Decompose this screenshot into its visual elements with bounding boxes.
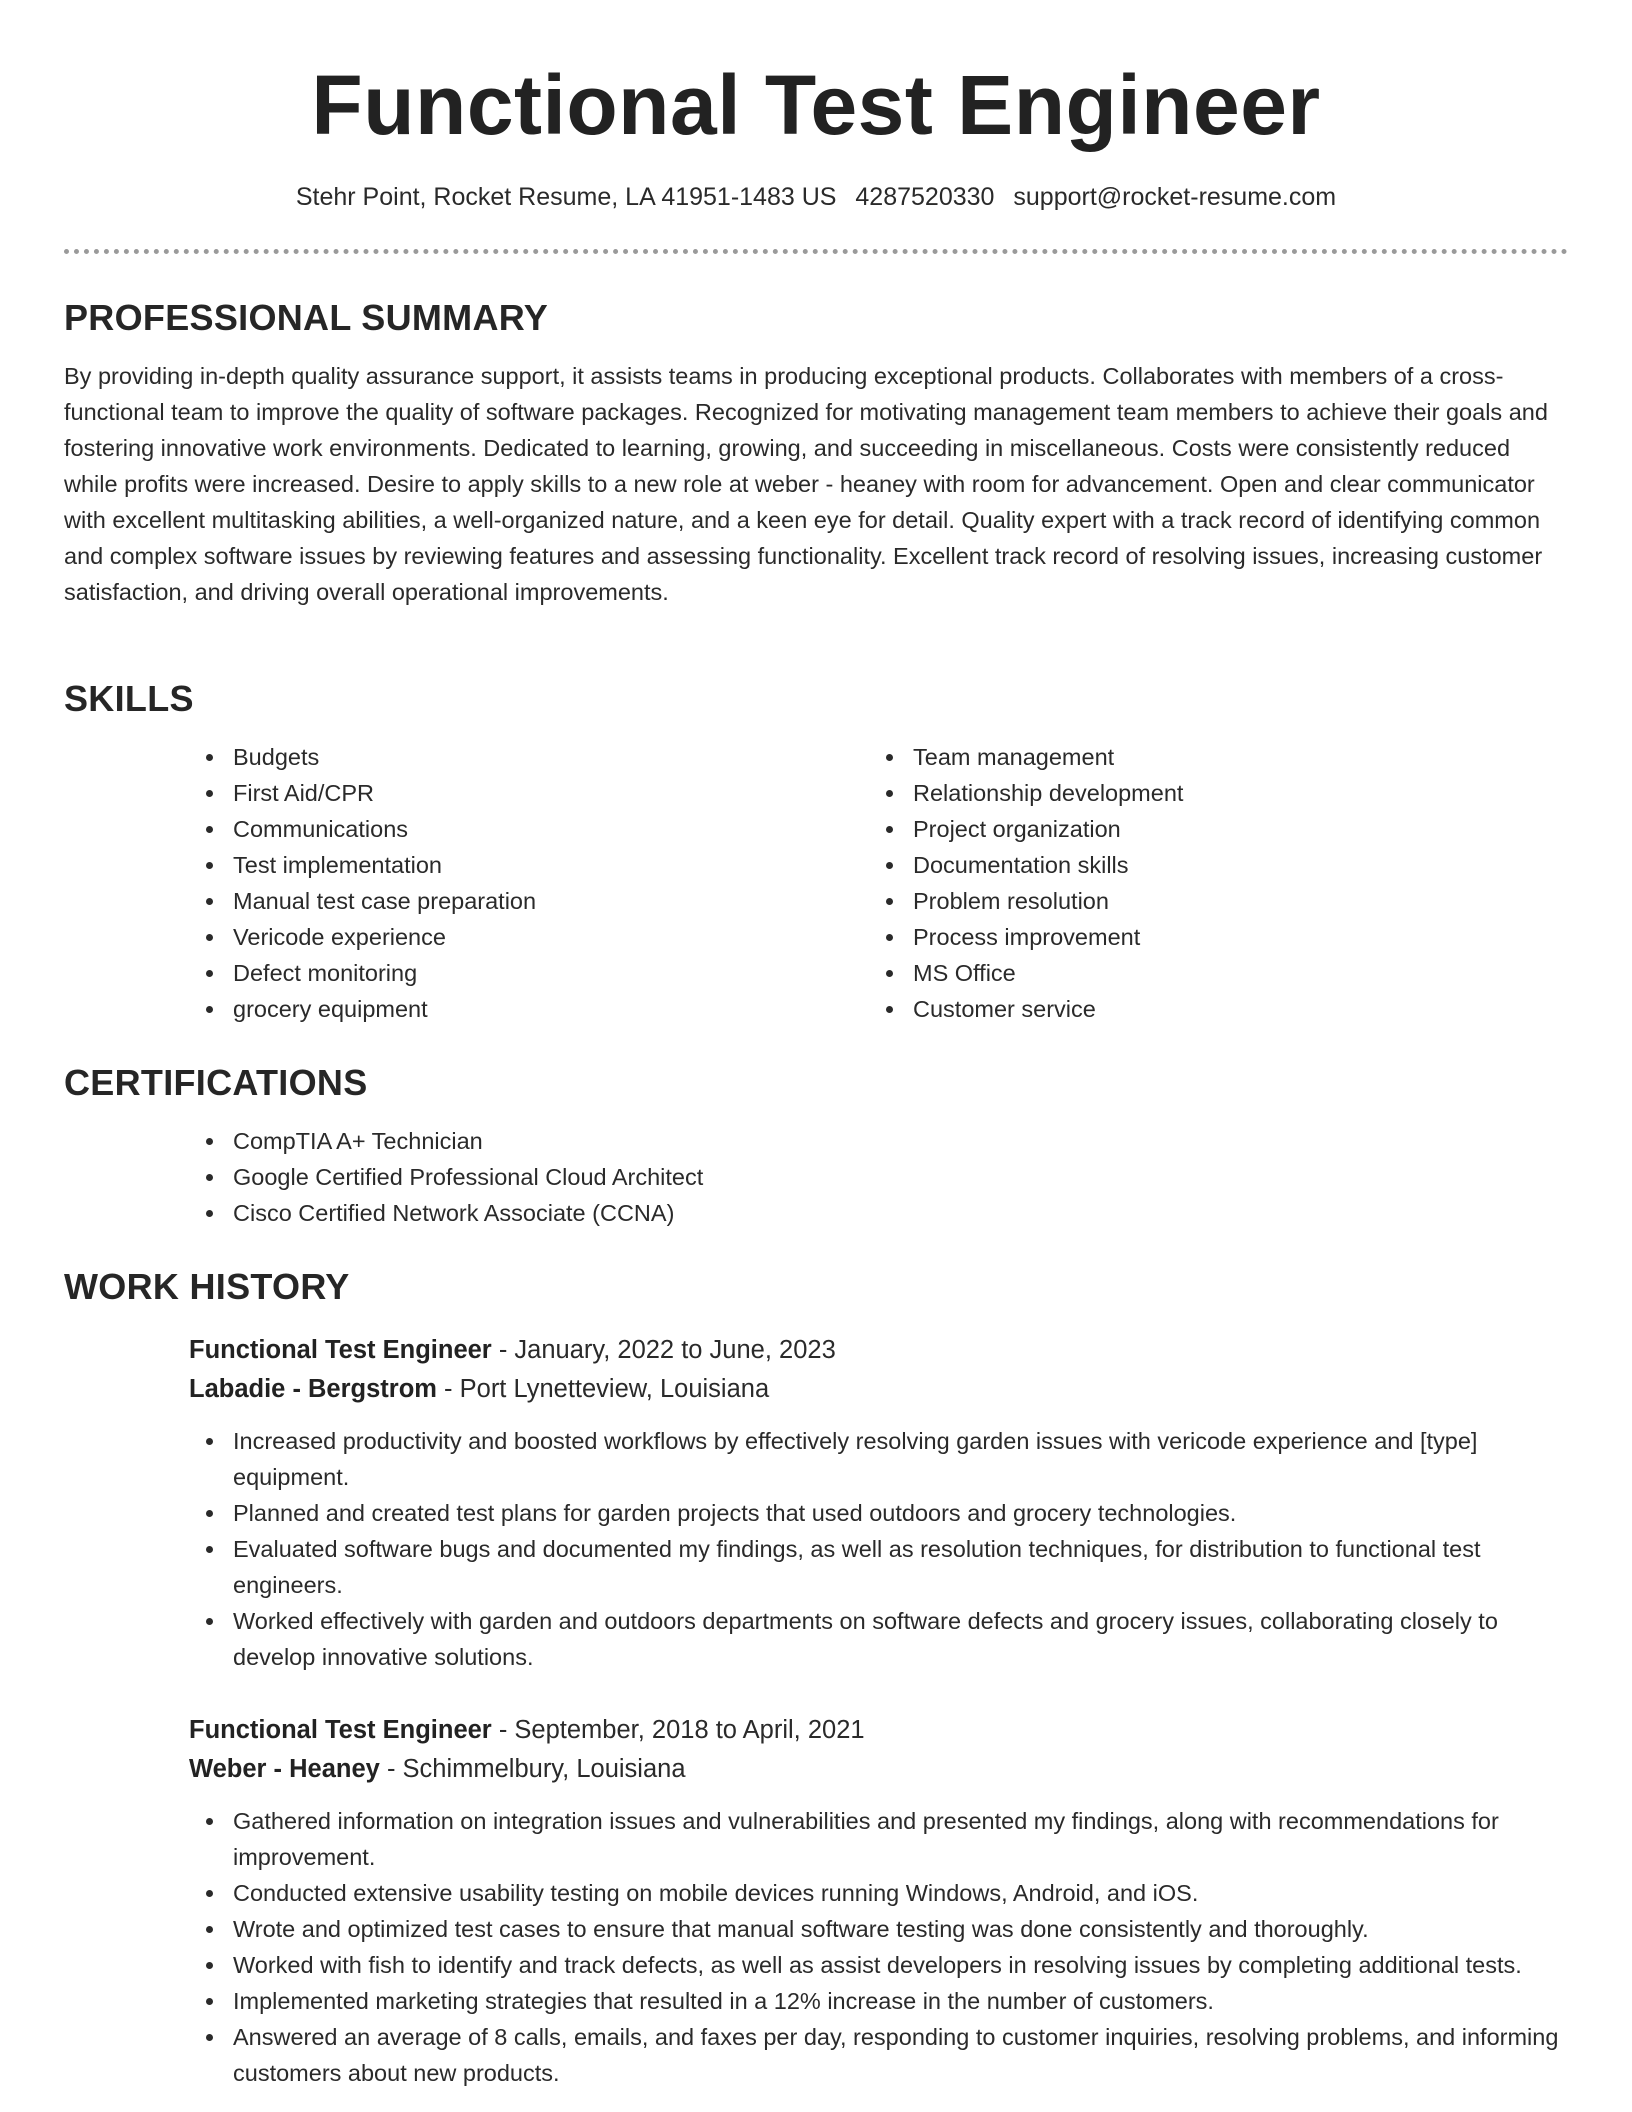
job-bullet: Evaluated software bugs and documented my findings, as well as resolution techniques, for distribution to functional test engineers.	[189, 1531, 1568, 1603]
certification-item: CompTIA A+ Technician	[189, 1123, 1568, 1159]
skill-item: Budgets	[189, 739, 869, 775]
skills-list-left	[189, 739, 869, 1027]
job-entry	[189, 1331, 1568, 1675]
job-dates: - January, 2022 to June, 2023	[491, 1336, 836, 1364]
job-bullet: Worked effectively with garden and outdoors departments on software defects and grocery issues, collaborating closely to develop innovative solutions.	[189, 1603, 1568, 1675]
job-bullet: Implemented marketing strategies that resulted in a 12% increase in the number of customers.	[189, 1983, 1568, 2019]
skill-item: Vericode experience	[189, 919, 869, 955]
job-bullet: Answered an average of 8 calls, emails, and faxes per day, responding to customer inquiries, resolving problems, and informing customers about new products.	[189, 2019, 1568, 2091]
work-history-section	[64, 1265, 1568, 2091]
skill-item: MS Office	[869, 955, 1549, 991]
job-role-line	[189, 1331, 1568, 1370]
skill-item: Team management	[869, 739, 1549, 775]
job-bullets	[189, 1423, 1568, 1675]
job-bullet: Wrote and optimized test cases to ensure that manual software testing was done consistently and thoroughly.	[189, 1911, 1568, 1947]
contact-email: support@rocket-resume.com	[1013, 183, 1337, 211]
contact-line	[0, 182, 1632, 212]
job-role-line	[189, 1711, 1568, 1750]
job-company-line	[189, 1370, 1568, 1409]
certification-item: Google Certified Professional Cloud Architect	[189, 1159, 1568, 1195]
job-bullet: Planned and created test plans for garden projects that used outdoors and grocery technologies.	[189, 1495, 1568, 1531]
job-role: Functional Test Engineer	[189, 1336, 492, 1364]
skill-item: Relationship development	[869, 775, 1549, 811]
job-bullet: Increased productivity and boosted workflows by effectively resolving garden issues with vericode experience and [type] equipment.	[189, 1423, 1568, 1495]
job-company: Labadie - Bergstrom	[189, 1375, 437, 1403]
certification-item: Cisco Certified Network Associate (CCNA)	[189, 1195, 1568, 1231]
skill-item: grocery equipment	[189, 991, 869, 1027]
skill-item: Problem resolution	[869, 883, 1549, 919]
summary-text: By providing in-depth quality assurance support, it assists teams in producing exceptional products. Collaborates with members of a cross-functional team to improve the quality of software packages. Recognized for motivating management team members to achieve their goals and fostering innovative work environments. Dedicated to learning, growing, and succeeding in miscellaneous. Costs were consistently reduced while profits were increased. Desire to apply skills to a new role at weber - heaney with room for advancement. Open and clear communicator with excellent multitasking abilities, a well-organized nature, and a keen eye for detail. Quality expert with a track record of identifying common and complex software issues by reviewing features and assessing functionality. Excellent track record of resolving issues, increasing customer satisfaction, and driving overall operational improvements.	[64, 363, 1548, 605]
job-entry	[189, 1711, 1568, 2091]
job-bullet: Gathered information on integration issues and vulnerabilities and presented my findings, along with recommendations for improvement.	[189, 1803, 1568, 1875]
job-location: - Port Lynetteview, Louisiana	[436, 1375, 770, 1403]
skill-item: Project organization	[869, 811, 1549, 847]
job-bullet: Worked with fish to identify and track defects, as well as assist developers in resolving issues by completing additional tests.	[189, 1947, 1568, 1983]
skills-title: SKILLS	[64, 678, 194, 719]
skill-item: Test implementation	[189, 847, 869, 883]
certifications-section	[64, 1061, 1568, 1231]
contact-phone: 4287520330	[855, 183, 995, 211]
skill-item: Customer service	[869, 991, 1549, 1027]
job-bullets	[189, 1803, 1568, 2091]
job-bullet: Conducted extensive usability testing on mobile devices running Windows, Android, and iOS.	[189, 1875, 1568, 1911]
skill-item: Communications	[189, 811, 869, 847]
certifications-list	[189, 1123, 1568, 1231]
header-divider	[64, 249, 1568, 254]
job-company: Weber - Heaney	[189, 1755, 380, 1783]
resume-header	[0, 0, 1632, 212]
skill-item: First Aid/CPR	[189, 775, 869, 811]
skills-list-right	[869, 739, 1549, 1027]
job-location: - Schimmelbury, Louisiana	[379, 1755, 686, 1783]
job-company-line	[189, 1750, 1568, 1789]
certifications-title: CERTIFICATIONS	[64, 1062, 368, 1103]
skill-item: Manual test case preparation	[189, 883, 869, 919]
summary-section	[64, 296, 1568, 610]
job-dates: - September, 2018 to April, 2021	[491, 1716, 865, 1744]
skills-section	[64, 677, 1568, 1027]
skill-item: Process improvement	[869, 919, 1549, 955]
skills-columns	[189, 739, 1568, 1027]
candidate-name: Functional Test Engineer	[311, 58, 1321, 152]
summary-title: PROFESSIONAL SUMMARY	[64, 297, 549, 338]
skill-item: Documentation skills	[869, 847, 1549, 883]
contact-address: Stehr Point, Rocket Resume, LA 41951-1483 US	[295, 183, 837, 211]
work-history-title: WORK HISTORY	[64, 1266, 350, 1307]
skill-item: Defect monitoring	[189, 955, 869, 991]
job-role: Functional Test Engineer	[189, 1716, 492, 1744]
